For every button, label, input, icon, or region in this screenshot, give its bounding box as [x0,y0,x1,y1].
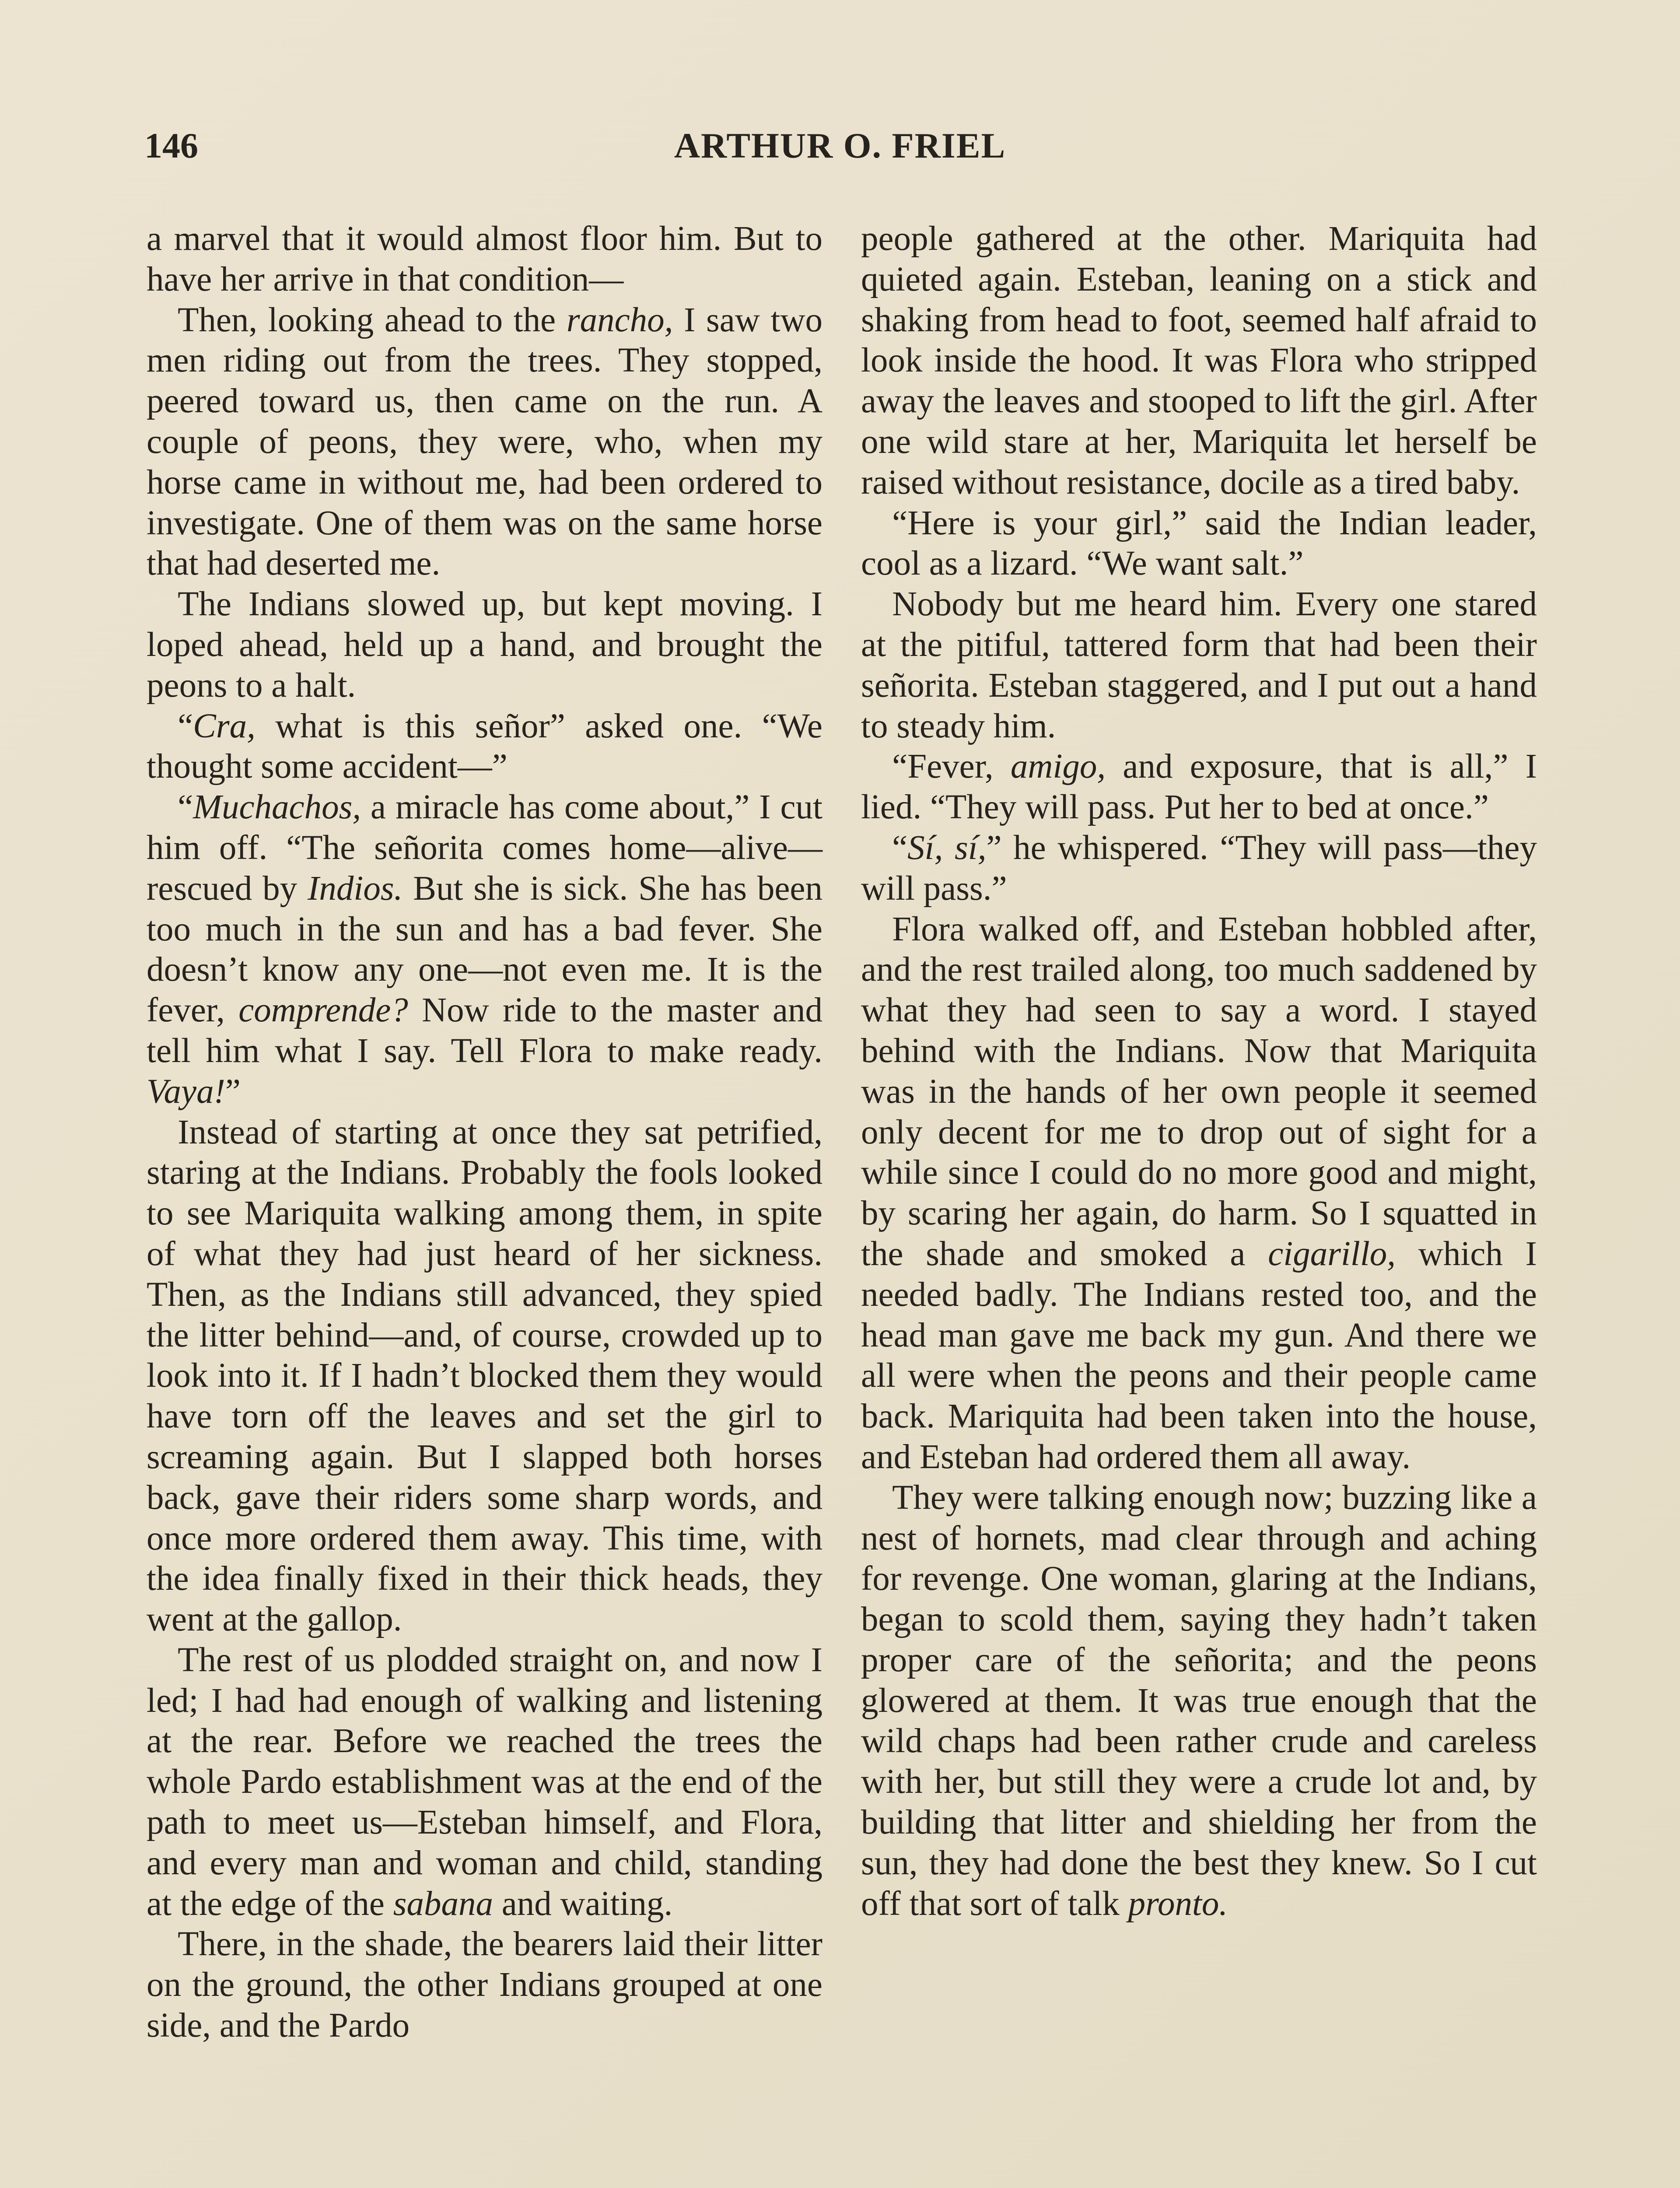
paragraph: “Here is your girl,” said the Indian leader, cool as a lizard. “We want salt.” [861,504,1537,583]
paragraph: The rest of us plodded straight on, and now I led; I had had enough of walking and listening at the rear. Before we reached the trees the whole Pardo establishment was at the end of the path to meet us—Esteban himself, and Flora, and every man and woman and child, standing at the edge of the sabana and waiting. [147,1641,822,1923]
running-head: ARTHUR O. FRIEL [674,126,1006,165]
paragraph: The Indians slowed up, but kept moving. I loped ahead, held up a hand, and brought the peons to a halt. [147,585,822,705]
paragraph: “Sí, sí,” he whispered. “They will pass—they will pass.” [861,828,1537,908]
paragraph: Flora walked off, and Esteban hobbled after, and the rest trailed along, too much saddened by what they had seen to say a word. I stayed behind with the Indians. Now that Mariquita was in the hands of her own people it seemed only decent for me to drop out of sight for a while since I could do no more good and might, by scaring her again, do harm. So I squatted in the shade and smoked a cigarillo, which I needed badly. The Indians rested too, and the head man gave me back my gun. And there we all were when the peons and their people came back. Mariquita had been taken into the house, and Esteban had ordered them all away. [861,910,1537,1476]
paragraph: Instead of starting at once they sat petrified, staring at the Indians. Probably the fools looked to see Mariquita walking among them, in spite of what they had just heard of her sickness. Then, as the Indians still advanced, they spied the litter behind—and, of course, crowded up to look into it. If I hadn’t blocked them they would have torn off the leaves and set the girl to screaming again. But I slapped both horses back, gave their riders some sharp words, and once more ordered them away. This time, with the idea finally fixed in their thick heads, they went at the gallop. [147,1113,822,1639]
page-number: 146 [144,126,198,165]
text-column-left [147,219,822,2046]
paragraph: “Muchachos, a miracle has come about,” I cut him off. “The señorita comes home—alive—rescued by Indios. But she is sick. She has been too much in the sun and has a bad fever. She doesn’t know any one—not even me. It is the fever, comprende? Now ride to the master and tell him what I say. Tell Flora to make ready. Vaya!” [147,788,822,1111]
paragraph: “Fever, amigo, and exposure, that is all,” I lied. “They will pass. Put her to bed at once.” [861,747,1537,827]
paragraph: They were talking enough now; buzzing like a nest of hornets, mad clear through and aching for revenge. One woman, glaring at the Indians, began to scold them, saying they hadn’t taken proper care of the señorita; and the peons glowered at them. It was true enough that the wild chaps had been rather crude and careless with her, but still they were a crude lot and, by building that litter and shielding her from the sun, they had done the best they knew. So I cut off that sort of talk pronto. [861,1478,1537,1923]
paragraph: Then, looking ahead to the rancho, I saw two men riding out from the trees. They stopped, peered toward us, then came on the run. A couple of peons, they were, who, when my horse came in without me, had been ordered to investigate. One of them was on the same horse that had deserted me. [147,301,822,583]
paragraph: people gathered at the other. Mariquita had quieted again. Esteban, leaning on a stick and shaking from head to foot, seemed half afraid to look inside the hood. It was Flora who stripped away the leaves and stooped to lift the girl. After one wild stare at her, Mariquita let herself be raised without resistance, docile as a tired baby. [861,220,1537,501]
paragraph: a marvel that it would almost floor him. But to have her arrive in that condition— [147,220,822,298]
paragraph: Nobody but me heard him. Every one stared at the pitiful, tattered form that had been their señorita. Esteban staggered, and I put out a hand to steady him. [861,585,1537,745]
paragraph: “Cra, what is this señor” asked one. “We thought some accident—” [147,707,822,786]
text-column-right [861,219,1537,1924]
paragraph: There, in the shade, the bearers laid their litter on the ground, the other Indians grouped at one side, and the Pardo [147,1925,822,2045]
